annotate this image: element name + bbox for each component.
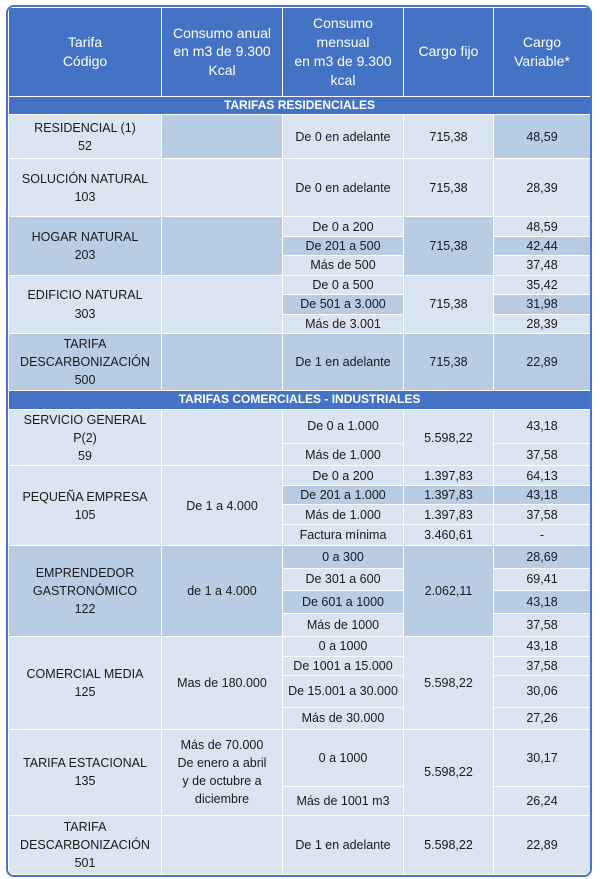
anual-cell bbox=[162, 275, 283, 333]
consumo-cell: De 1 en adelante bbox=[283, 815, 404, 874]
anual-cell: Más de 70.000 De enero a abril y de octubre a diciembre bbox=[162, 730, 283, 816]
variable-cell: 43,18 bbox=[494, 410, 591, 444]
fijo-cell: 715,38 bbox=[404, 334, 494, 391]
consumo-cell: De 0 en adelante bbox=[283, 159, 404, 217]
variable-cell: 30,06 bbox=[494, 676, 591, 708]
consumo-cell: Más de 3.001 bbox=[283, 314, 404, 333]
variable-cell: 37,58 bbox=[494, 444, 591, 466]
variable-cell: 48,59 bbox=[494, 217, 591, 236]
consumo-cell: De 1001 a 15.000 bbox=[283, 656, 404, 675]
consumo-cell: Más de 1.000 bbox=[283, 444, 404, 466]
consumo-cell: Más de 1000 bbox=[283, 613, 404, 636]
consumo-cell: 0 a 300 bbox=[283, 546, 404, 568]
variable-cell: 35,42 bbox=[494, 275, 591, 294]
variable-cell: 37,58 bbox=[494, 656, 591, 675]
fijo-cell: 1.397,83 bbox=[404, 466, 494, 485]
anual-cell bbox=[162, 334, 283, 391]
consumo-cell: Más de 500 bbox=[283, 256, 404, 275]
consumo-cell: 0 a 1000 bbox=[283, 730, 404, 787]
anual-cell: De 1 a 4.000 bbox=[162, 466, 283, 546]
variable-cell: 37,58 bbox=[494, 505, 591, 524]
fijo-cell: 715,38 bbox=[404, 115, 494, 159]
variable-cell: 28,39 bbox=[494, 314, 591, 333]
tarifa-cell: RESIDENCIAL (1) 52 bbox=[9, 115, 162, 159]
table-row bbox=[9, 546, 591, 568]
consumo-cell: De 601 a 1000 bbox=[283, 591, 404, 613]
tarifa-cell: HOGAR NATURAL 203 bbox=[9, 217, 162, 275]
variable-cell: 43,18 bbox=[494, 591, 591, 613]
table-row bbox=[9, 159, 591, 217]
table-row bbox=[9, 815, 591, 874]
fijo-cell: 5.598,22 bbox=[404, 410, 494, 466]
section-comerciales: TARIFAS COMERCIALES - INDUSTRIALES bbox=[9, 391, 591, 410]
consumo-cell: De 0 a 200 bbox=[283, 466, 404, 485]
variable-cell: 69,41 bbox=[494, 568, 591, 590]
fijo-cell: 715,38 bbox=[404, 159, 494, 217]
fijo-cell: 3.460,61 bbox=[404, 524, 494, 545]
tariff-table bbox=[8, 7, 591, 875]
consumo-cell: De 201 a 500 bbox=[283, 236, 404, 255]
variable-cell: 22,89 bbox=[494, 815, 591, 874]
anual-cell bbox=[162, 815, 283, 874]
tarifa-cell: PEQUEÑA EMPRESA 105 bbox=[9, 466, 162, 546]
anual-cell: Mas de 180.000 bbox=[162, 637, 283, 730]
variable-cell: 42,44 bbox=[494, 236, 591, 255]
header-cargo-fijo: Cargo fijo bbox=[404, 8, 494, 97]
table-row bbox=[9, 730, 591, 787]
anual-cell bbox=[162, 410, 283, 466]
consumo-cell: De 15.001 a 30.000 bbox=[283, 676, 404, 708]
consumo-cell: Más de 1001 m3 bbox=[283, 787, 404, 816]
variable-cell: 48,59 bbox=[494, 115, 591, 159]
consumo-cell: De 501 a 3.000 bbox=[283, 295, 404, 314]
consumo-cell: De 201 a 1.000 bbox=[283, 485, 404, 504]
tarifa-cell: EMPRENDEDOR GASTRONÓMICO 122 bbox=[9, 546, 162, 637]
anual-cell bbox=[162, 115, 283, 159]
fijo-cell: 1.397,83 bbox=[404, 505, 494, 524]
fijo-cell: 715,38 bbox=[404, 275, 494, 333]
fijo-cell: 5.598,22 bbox=[404, 637, 494, 730]
tarifa-cell: SERVICIO GENERAL P(2) 59 bbox=[9, 410, 162, 466]
tarifa-cell: TARIFA DESCARBONIZACIÓN 501 bbox=[9, 815, 162, 874]
tarifa-cell: TARIFA DESCARBONIZACIÓN 500 bbox=[9, 334, 162, 391]
fijo-cell: 1.397,83 bbox=[404, 485, 494, 504]
consumo-cell: De 0 a 200 bbox=[283, 217, 404, 236]
header-consumo-mensual: Consumo mensual en m3 de 9.300 kcal bbox=[283, 8, 404, 97]
variable-cell: 31,98 bbox=[494, 295, 591, 314]
consumo-cell: De 0 a 500 bbox=[283, 275, 404, 294]
fijo-cell: 5.598,22 bbox=[404, 730, 494, 816]
consumo-cell: 0 a 1000 bbox=[283, 637, 404, 656]
variable-cell: 43,18 bbox=[494, 485, 591, 504]
anual-cell bbox=[162, 217, 283, 275]
section-residenciales: TARIFAS RESIDENCIALES bbox=[9, 96, 591, 115]
table-row bbox=[9, 115, 591, 159]
variable-cell: 22,89 bbox=[494, 334, 591, 391]
tarifa-cell: COMERCIAL MEDIA 125 bbox=[9, 637, 162, 730]
consumo-cell: Factura mínima bbox=[283, 524, 404, 545]
fijo-cell: 5.598,22 bbox=[404, 815, 494, 874]
consumo-cell: Más de 1.000 bbox=[283, 505, 404, 524]
tariff-table-frame bbox=[6, 5, 592, 877]
consumo-cell: De 0 a 1.000 bbox=[283, 410, 404, 444]
variable-cell: 37,58 bbox=[494, 613, 591, 636]
tarifa-cell: TARIFA ESTACIONAL 135 bbox=[9, 730, 162, 816]
variable-cell: 26,24 bbox=[494, 787, 591, 816]
fijo-cell: 715,38 bbox=[404, 217, 494, 275]
consumo-cell: Más de 30.000 bbox=[283, 707, 404, 729]
table-row bbox=[9, 217, 591, 236]
anual-cell bbox=[162, 159, 283, 217]
consumo-cell: De 301 a 600 bbox=[283, 568, 404, 590]
header-consumo-anual: Consumo anual en m3 de 9.300 Kcal bbox=[162, 8, 283, 97]
table-row bbox=[9, 410, 591, 444]
variable-cell: 27,26 bbox=[494, 707, 591, 729]
table-row bbox=[9, 466, 591, 485]
fijo-cell: 2.062,11 bbox=[404, 546, 494, 637]
anual-cell: de 1 a 4.000 bbox=[162, 546, 283, 637]
tarifa-cell: SOLUCIÓN NATURAL 103 bbox=[9, 159, 162, 217]
variable-cell: - bbox=[494, 524, 591, 545]
variable-cell: 30,17 bbox=[494, 730, 591, 787]
variable-cell: 43,18 bbox=[494, 637, 591, 656]
header-tarifa: Tarifa Código bbox=[9, 8, 162, 97]
table-row bbox=[9, 637, 591, 656]
variable-cell: 28,69 bbox=[494, 546, 591, 568]
header-row bbox=[9, 8, 591, 97]
variable-cell: 28,39 bbox=[494, 159, 591, 217]
consumo-cell: De 0 en adelante bbox=[283, 115, 404, 159]
header-cargo-variable: Cargo Variable* bbox=[494, 8, 591, 97]
tarifa-cell: EDIFICIO NATURAL 303 bbox=[9, 275, 162, 333]
consumo-cell: De 1 en adelante bbox=[283, 334, 404, 391]
table-row bbox=[9, 275, 591, 294]
variable-cell: 37,48 bbox=[494, 256, 591, 275]
table-row bbox=[9, 334, 591, 391]
variable-cell: 64,13 bbox=[494, 466, 591, 485]
